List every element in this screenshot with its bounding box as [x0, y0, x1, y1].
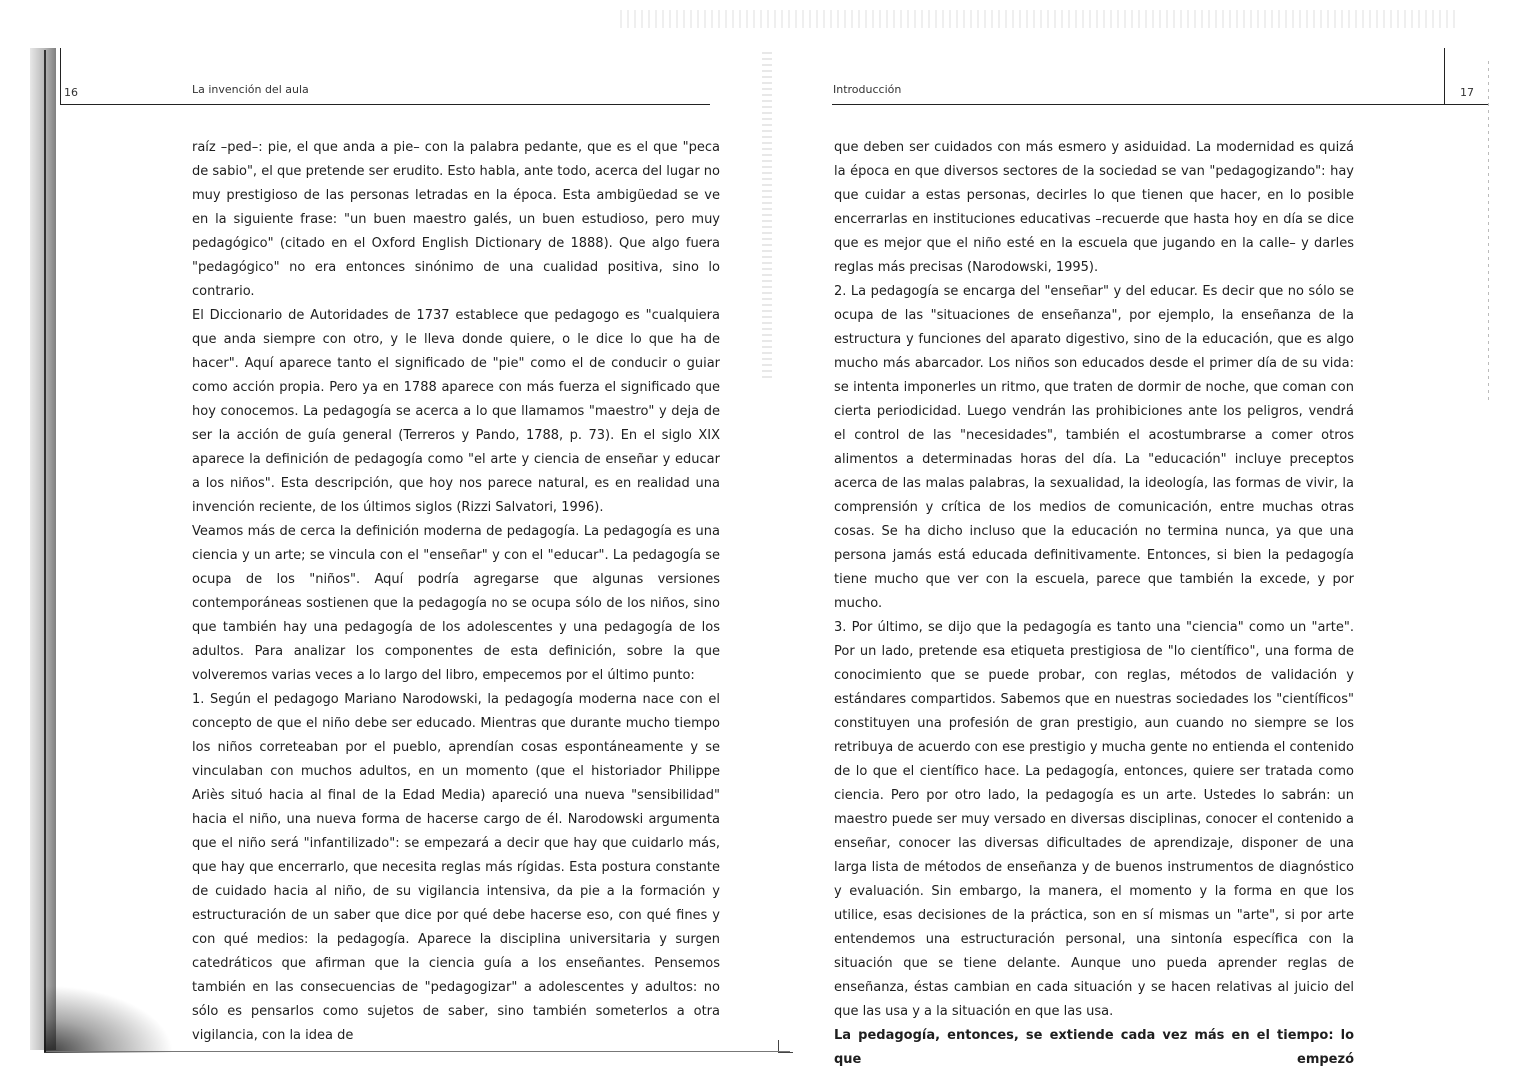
right-page-body	[834, 136, 1354, 1072]
left-paragraph: 1. Según el pedagogo Mariano Narodowski, la pedagogía moderna nace con el concepto de que el niño debe ser educado. Mientras que durante mucho tiempo los niños correteaban por el pueblo, aprendían cosas espontáneamente y se vinculaban con muchos adultos, en un momento (que el historiador Philippe Ariès situó hacia al final de la Edad Media) apareció una nueva "sensibilidad" hacia el niño, una nueva forma de hacerse cargo de él. Narodowski argumenta que el niño será "infantilizado": se empezará a decir que hay que cuidarlo más, que hay que encerrarlo, que necesita reglas más rígidas. Esta postura constante de cuidado hacia al niño, de su vigilancia intensiva, da pie a la formación y estructuración de un saber que dice por qué debe hacerse eso, con qué fines y con qué medios: la pedagogía. Aparece la disciplina universitaria y surgen catedráticos que afirman que la ciencia guía a los enseñantes. Pensemos también en las consecuencias de "pedagogizar" a adolescentes y adultos: no sólo es pensarlos como sujetos de saber, sino también someterlos a otra vigilancia, con la idea de	[192, 692, 720, 1043]
corner-scan-shadow	[44, 985, 174, 1053]
right-header-tick	[1444, 48, 1445, 104]
scan-noise-top	[620, 10, 1460, 28]
left-page-body	[192, 136, 720, 1048]
right-paragraph: que deben ser cuidados con más esmero y asiduidad. La modernidad es quizá la época en que diversos sectores de la sociedad se van "pedagogizando": hay que cuidar a estas personas, decirles lo que tienen que hacer, en lo posible encerrarlas en instituciones educativas –recuerde que hasta hoy en día se dice que es mejor que el niño esté en la escuela que jugando en la calle– y darles reglas más precisas (Narodowski, 1995).	[834, 140, 1354, 275]
right-page-number: 17	[1460, 86, 1474, 99]
left-paragraph: Veamos más de cerca la definición moderna de pedagogía. La pedagogía es una ciencia y un arte; se vincula con el "enseñar" y con el "educar". La pedagogía se ocupa de los "niños". Aquí podría agregarse que algunas versiones contemporáneas sostienen que la pedagogía no se ocupa sólo de los niños, sino que también hay una pedagogía de los adolescentes y una pedagogía de los adultos. Para analizar los componentes de esta definición, sobre la que volveremos varias veces a lo largo del libro, empecemos por el último punto:	[192, 524, 720, 683]
right-paragraph: 2. La pedagogía se encarga del "enseñar" y del educar. Es decir que no sólo se ocupa de las "situaciones de enseñanza", por ejemplo, la enseñanza de la estructura y funciones del aparato digestivo, sino de la educación, que es algo mucho más abarcador. Los niños son educados desde el primer día de su vida: se intenta imponerles un ritmo, que traten de dormir de noche, que coman con cierta periodicidad. Luego vendrán las prohibiciones ante los peligros, vendrá el control de las "necesidades", también el acostumbrarse a comer otros alimentos a determinadas horas del día. La "educación" incluye preceptos acerca de las malas palabras, la sexualidad, la ideología, las formas de vivir, la comprensión y crítica de los medios de comunicación, entre muchas otras cosas. Se ha dicho incluso que la educación no termina nunca, ya que una persona jamás está educada definitivamente. Entonces, si bien la pedagogía tiene mucho que ver con la escuela, parece que también la excede, y por mucho.	[834, 284, 1354, 611]
right-running-head: Introducción	[833, 83, 902, 96]
left-paragraph: El Diccionario de Autoridades de 1737 establece que pedagogo es "cualquiera que anda siempre con otro, y le lleva donde quiere, o le dice lo que ha de hacer". Aquí aparece tanto el significado de "pie" como el de conducir o guiar como acción propia. Pero ya en 1788 aparece con más fuerza el significado que hoy conocemos. La pedagogía se acerca a lo que llamamos "maestro" y deja de ser la acción de guía general (Terreros y Pando, 1788, p. 73). En el siglo XIX aparece la definición de pedagogía como "el arte y ciencia de enseñar y educar a los niños". Esta descripción, que hoy nos parece natural, es en realidad una invención reciente, de los últimos siglos (Rizzi Salvatori, 1996).	[192, 308, 720, 515]
book-gutter	[762, 48, 772, 378]
right-page-edge	[1488, 60, 1489, 400]
left-page-number: 16	[64, 86, 78, 99]
bottom-edge-line	[46, 1051, 790, 1052]
left-paragraph: raíz –ped–: pie, el que anda a pie– con la palabra pedante, que es el que "peca de sabio", el que pretende ser erudito. Esto habla, ante todo, acerca del lugar no muy prestigioso de las personas letradas en la época. Esta ambigüedad se ve en la siguiente frase: "un buen maestro galés, un buen estudioso, pero muy pedagógico" (citado en el Oxford English Dictionary de 1888). Que algo fuera "pedagógico" no era entonces sinónimo de una cualidad positiva, sino lo contrario.	[192, 140, 720, 299]
right-header-rule	[832, 104, 1488, 105]
book-spine-shadow	[30, 48, 56, 1050]
right-paragraph-bold: La pedagogía, entonces, se extiende cada vez más en el tiempo: lo que empezó	[834, 1028, 1354, 1067]
left-running-head: La invención del aula	[192, 83, 309, 96]
page-edge-line	[44, 50, 46, 1052]
right-paragraph: 3. Por último, se dijo que la pedagogía es tanto una "ciencia" como un "arte". Por un lado, pretende esa etiqueta prestigiosa de "lo científico", una forma de conocimiento que se puede probar, con reglas, métodos de validación y estándares compartidos. Sabemos que en nuestras sociedades los "científicos" constituyen una profesión de gran prestigio, aun cuando no siempre se los retribuya de acuerdo con ese prestigio y mucha gente no entienda el contenido de lo que el científico hace. La pedagogía, entonces, quiere ser tratada como ciencia. Pero por otro lado, la pedagogía es un arte. Ustedes lo sabrán: un maestro puede ser muy versado en diversas disciplinas, conocer el contenido a enseñar, conocer las diversas dificultades de aprendizaje, disponer de una larga lista de métodos de enseñanza y de buenos instrumentos de diagnóstico y evaluación. Sin embargo, la manera, el momento y la forma en que los utilice, esas decisiones de la práctica, son en sí mismas un "arte", si por arte entendemos una estructuración personal, una sintonía específica con la situación que se tiene delante. Aunque uno pueda aprender reglas de enseñanza, éstas cambian en cada situación y se hacen relativas al juicio del que las usa y a la situación en que las usa.	[834, 620, 1354, 1019]
left-header-tick	[60, 48, 61, 104]
left-header-rule	[60, 104, 710, 105]
